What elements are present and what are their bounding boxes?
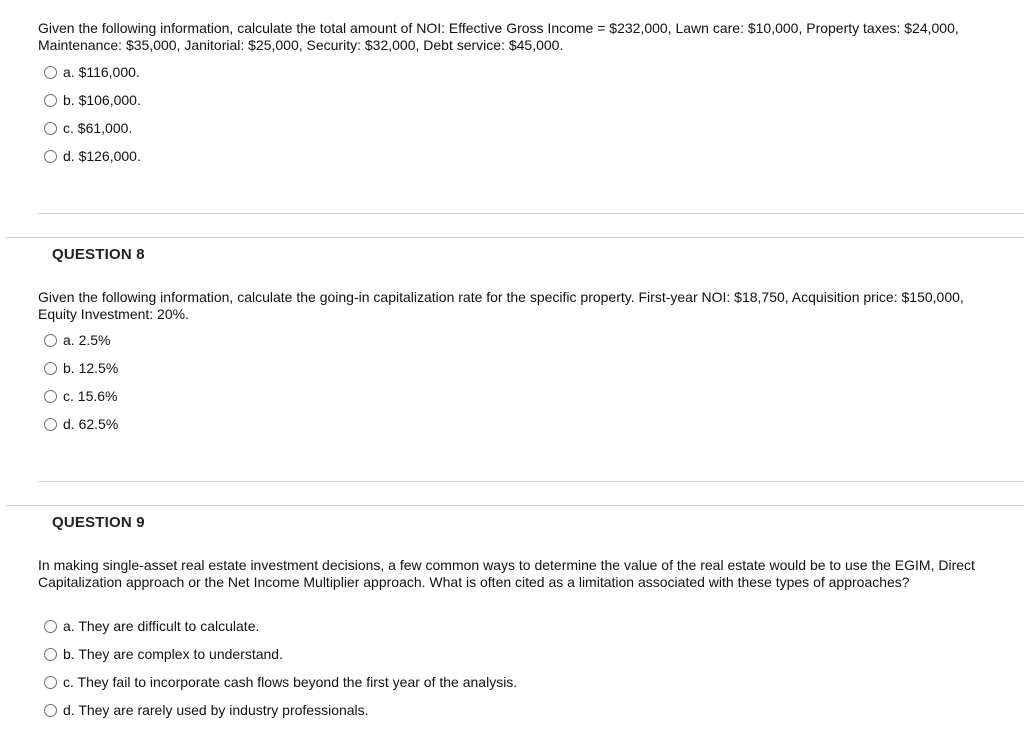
radio-button-icon[interactable] [44,362,57,375]
option-label: a. $116,000. [63,64,140,80]
radio-button-icon[interactable] [44,122,57,135]
section-divider [6,505,1024,506]
radio-button-icon[interactable] [44,620,57,633]
option-label: b. They are complex to understand. [63,646,283,662]
radio-button-icon[interactable] [44,390,57,403]
option-label: b. 12.5% [63,360,119,376]
question-8-option-b[interactable] [44,354,118,382]
question-7-option-b[interactable] [44,86,141,114]
radio-button-icon[interactable] [44,334,57,347]
option-label: c. 15.6% [63,388,118,404]
question-9-options [44,612,517,724]
option-label: a. They are difficult to calculate. [63,618,260,634]
question-9-option-b[interactable] [44,640,517,668]
radio-button-icon[interactable] [44,418,57,431]
question-divider [38,481,1024,482]
radio-button-icon[interactable] [44,150,57,163]
question-7-prompt: Given the following information, calculate the total amount of NOI: Effective Gross Income = $232,000, Lawn care: $10,000, Property taxes: $24,000, Maintenance: $35,000, Janitorial: $25,000, Security: $32,000, Debt service: $45,000. [38,20,959,53]
question-7-option-c[interactable] [44,114,141,142]
section-divider [6,237,1024,238]
question-8-option-a[interactable] [44,326,118,354]
question-8-option-d[interactable] [44,410,118,438]
question-7-option-a[interactable] [44,58,141,86]
question-8-heading: QUESTION 8 [52,246,145,263]
option-label: c. They fail to incorporate cash flows beyond the first year of the analysis. [63,674,518,690]
question-9-heading: QUESTION 9 [52,514,145,531]
question-8-prompt: Given the following information, calculate the going-in capitalization rate for the specific property. First-year NOI: $18,750, Acquisition price: $150,000, Equity Investment: 20%. [38,289,964,322]
radio-button-icon[interactable] [44,676,57,689]
option-label: d. $126,000. [63,148,141,164]
question-8-options [44,326,118,438]
option-label: a. 2.5% [63,332,111,348]
option-label: b. $106,000. [63,92,141,108]
question-7-option-d[interactable] [44,142,141,170]
radio-button-icon[interactable] [44,66,57,79]
question-divider [38,213,1024,214]
question-9-prompt: In making single-asset real estate investment decisions, a few common ways to determine the value of the real estate would be to use the EGIM, Direct Capitalization approach or the Net Income Multiplier approach. What is often cited as a limitation associated with these types of approaches? [38,557,975,590]
question-9-option-d[interactable] [44,696,517,724]
option-label: d. They are rarely used by industry professionals. [63,702,369,718]
option-label: d. 62.5% [63,416,119,432]
question-9-option-c[interactable] [44,668,517,696]
option-label: c. $61,000. [63,120,133,136]
radio-button-icon[interactable] [44,704,57,717]
question-8-option-c[interactable] [44,382,118,410]
radio-button-icon[interactable] [44,648,57,661]
question-9-option-a[interactable] [44,612,517,640]
radio-button-icon[interactable] [44,94,57,107]
question-7-options [44,58,141,170]
